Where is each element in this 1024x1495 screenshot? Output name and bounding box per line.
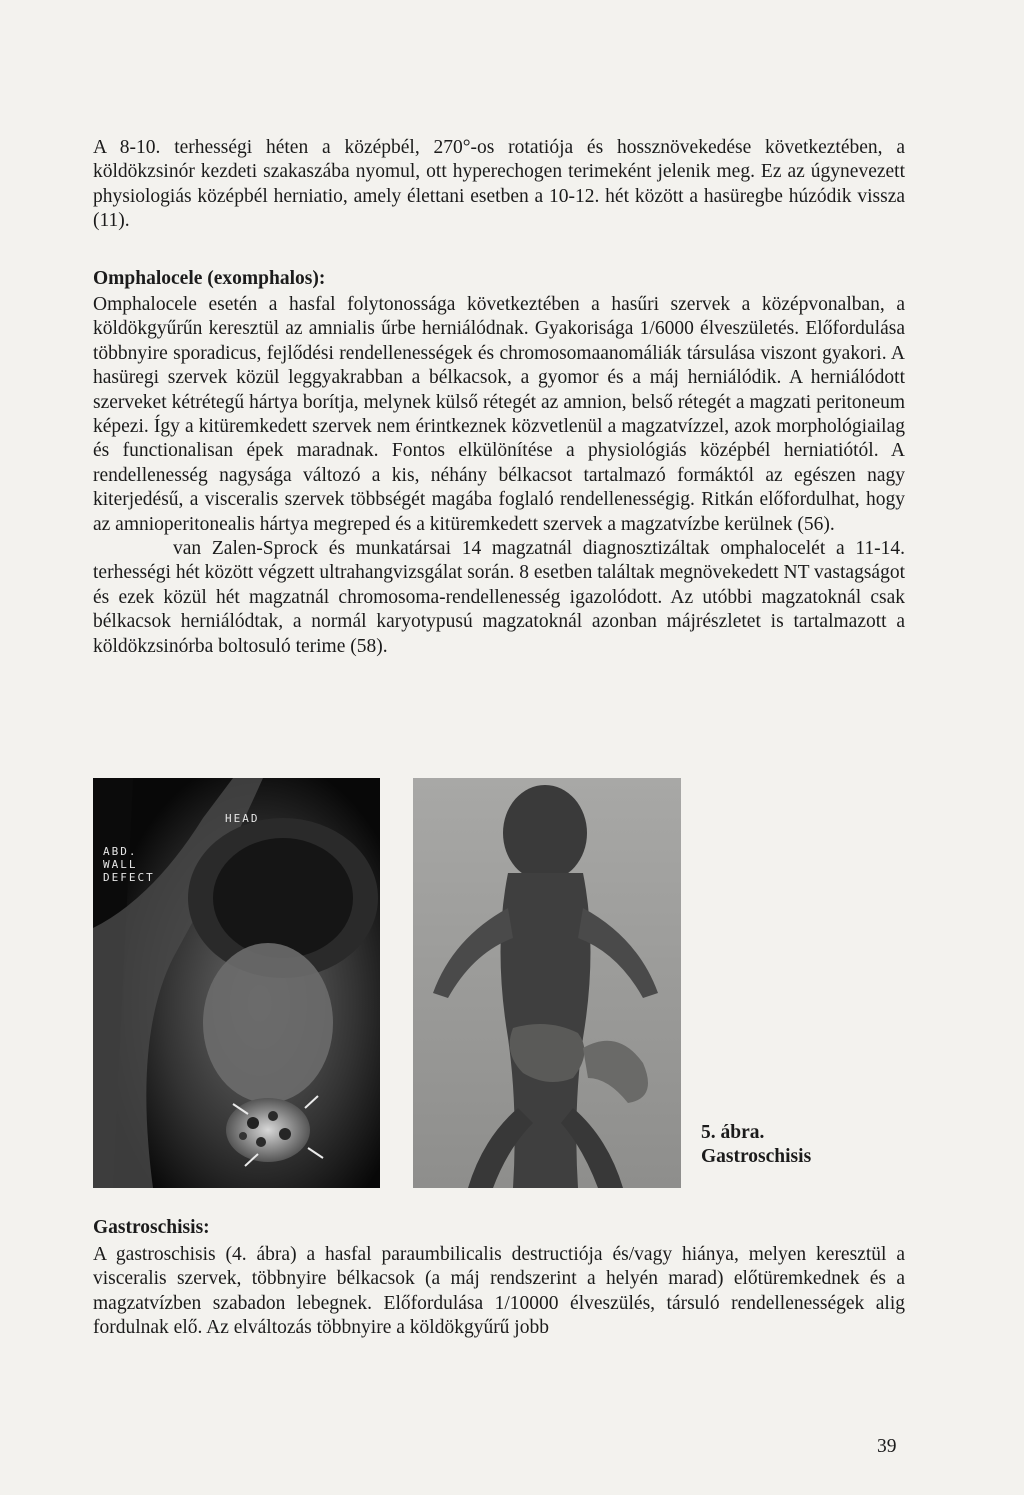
omphalocele-body [93,293,905,659]
omphalocele-heading: Omphalocele (exomphalos): [93,268,326,289]
omphalocele-paragraph-1: Omphalocele esetén a hasfal folytonossága következtében a hasűri szervek a középvonalban, a köldökgyűrűn keresztül az amnialis űrbe herniálódnak. Gyakorisága 1/6000 élveszületés. Előfordulása többnyire sporadicus, fejlődési rendellenességek és chromosomaanomáliák társulása viszont gyakori. A hasüregi szervek közül leggyakrabban a bélkacsok, a gyomor és a máj herniálódik. A herniálódott szerveket kétrétegű hártya borítja, melynek külső rétegét az amnion, belső rétegét a magzati peritoneum képezi. Így a kitüremkedett szervek nem érintkeznek közvetlenül a magzatvízzel, azok morphológiailag és functionalisan épek maradnak. Fontos elkülönítése a physiológiás középbél herniatiótól. A rendellenesség nagysága változó a kis, néhány bélkacsot tartalmazó formáktól az egészen nagy kiterjedésű, a visceralis szervek többségét magába foglaló rendellenességig. Ritkán előfordulhat, hogy az amnioperitonealis hártya megreped és a kitüremkedett szervek a magzatvízbe kerülnek (56). [93,294,905,535]
caption-title: Gastroschisis [701,1146,812,1167]
ultrasound-graphic [93,778,380,1188]
omphalocele-paragraph-2: van Zalen-Sprock és munkatársai 14 magzatnál diagnosztizáltak omphalocelét a 11-14. terhességi hét között végzett ultrahangvizsgálat során. 8 esetben találtak megnövekedett NT vastagságot és ezek közül hét magzatnál chromosoma-rendellenesség igazolódott. Az utóbbi magzatoknál csak bélkacsok herniálódtak, a normál karyotypusú magzatoknál azonban májrészletet is tartalmazott a köldökzsinórba boltosuló terime (58). [93,538,905,657]
specimen-graphic [413,778,681,1188]
intro-paragraph: A 8-10. terhességi héten a középbél, 270°-os rotatiója és hossznövekedése következtében, a köldökzsinór kezdeti szakaszába nyomul, ott hyperechogen terimeként jelenik meg. Ez az úgynevezett physiologiás középbél herniatio, amely élettani esetben a 10-12. hét között a hasüregbe húzódik vissza (11). [93,137,905,232]
gastroschisis-paragraph: A gastroschisis (4. ábra) a hasfal paraumbilicalis destructiója és/vagy hiánya, melyen keresztül a visceralis szervek, többnyire bélkacsok (a máj rendszerint a helyén marad) előtüremkednek és a magzatvízben szabadon lebegnek. Előfordulása 1/10000 élveszülés, társuló rendellenességek alig fordulnak elő. Az elváltozás többnyire a köldökgyűrű jobb [93,1244,905,1339]
ultrasound-label-head: HEAD [225,812,260,825]
ultrasound-image [93,778,380,1188]
gastroschisis-body [93,1243,905,1341]
figure-caption [701,1121,811,1169]
gastroschisis-heading: Gastroschisis: [93,1217,210,1238]
specimen-photo [413,778,681,1188]
caption-number: 5. ábra. [701,1122,765,1143]
ultrasound-label-defect: ABD. WALL DEFECT [103,845,155,884]
page-number: 39 [877,1436,897,1457]
